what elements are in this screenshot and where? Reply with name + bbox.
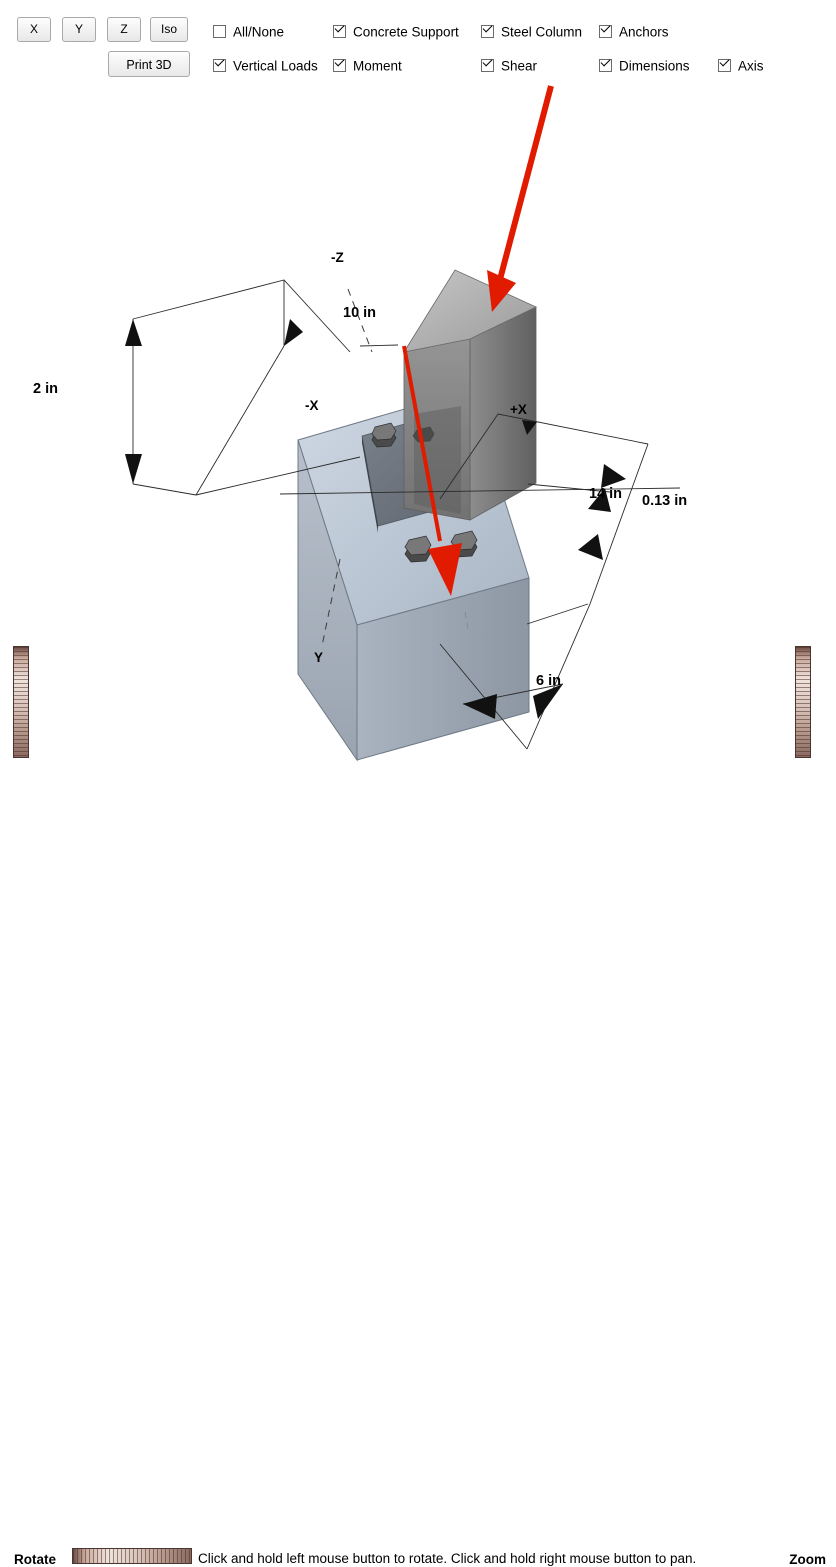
checkbox-box-steel-column[interactable] bbox=[481, 25, 494, 38]
zoom-slider-right[interactable] bbox=[795, 646, 811, 758]
checkbox-label-moment: Moment bbox=[353, 58, 402, 74]
model-viewport[interactable] bbox=[0, 84, 836, 772]
checkbox-dimensions[interactable] bbox=[599, 57, 690, 75]
checkbox-moment[interactable] bbox=[333, 57, 402, 75]
dim-label-thickness: 0.13 in bbox=[642, 493, 688, 509]
dim-label-height-left: 2 in bbox=[33, 381, 58, 397]
checkbox-label-axis: Axis bbox=[738, 58, 764, 74]
axis-label-pos-x: +X bbox=[510, 402, 527, 417]
view-x-button[interactable]: X bbox=[17, 17, 51, 42]
checkbox-vertical-loads[interactable] bbox=[213, 57, 318, 75]
checkbox-concrete-support[interactable] bbox=[333, 23, 459, 41]
mouse-hint-text: Click and hold left mouse button to rotate. Click and hold right mouse button to pan. bbox=[198, 1551, 697, 1566]
dim-label-width-top: 10 in bbox=[343, 305, 377, 321]
status-bar bbox=[0, 772, 836, 1567]
anchor-bolt-1 bbox=[372, 423, 396, 447]
axis-label-y: Y bbox=[314, 650, 324, 665]
steel-column-model[interactable] bbox=[404, 270, 536, 520]
checkbox-box-concrete-support[interactable] bbox=[333, 25, 346, 38]
anchor-bolt-2 bbox=[405, 536, 431, 562]
checkbox-steel-column[interactable] bbox=[481, 23, 582, 41]
view-y-button[interactable]: Y bbox=[62, 17, 96, 42]
view-z-button[interactable]: Z bbox=[107, 17, 141, 42]
rotate-slider[interactable] bbox=[72, 1548, 192, 1564]
checkbox-box-dimensions[interactable] bbox=[599, 59, 612, 72]
checkbox-label-concrete-support: Concrete Support bbox=[353, 24, 459, 40]
checkbox-box-anchors[interactable] bbox=[599, 25, 612, 38]
checkbox-label-steel-column: Steel Column bbox=[501, 24, 583, 40]
checkbox-anchors[interactable] bbox=[599, 23, 669, 41]
checkbox-axis[interactable] bbox=[718, 57, 764, 75]
checkbox-all-none[interactable] bbox=[213, 23, 284, 41]
zoom-slider-left[interactable] bbox=[13, 646, 29, 758]
checkbox-box-shear[interactable] bbox=[481, 59, 494, 72]
checkbox-box-axis[interactable] bbox=[718, 59, 731, 72]
checkbox-box-moment[interactable] bbox=[333, 59, 346, 72]
checkbox-shear[interactable] bbox=[481, 57, 537, 75]
checkbox-box-vertical-loads[interactable] bbox=[213, 59, 226, 72]
checkbox-label-dimensions: Dimensions bbox=[619, 58, 690, 74]
view-iso-button[interactable]: Iso bbox=[150, 17, 188, 42]
dim-label-edge-distance: 14 in bbox=[589, 486, 623, 502]
checkbox-label-all-none: All/None bbox=[233, 24, 285, 40]
checkbox-box-all-none[interactable] bbox=[213, 25, 226, 38]
checkbox-label-shear: Shear bbox=[501, 58, 538, 74]
dim-label-base-depth: 6 in bbox=[536, 673, 561, 689]
axis-label-neg-x: -X bbox=[305, 398, 319, 413]
toolbar bbox=[0, 0, 836, 84]
rotate-label: Rotate bbox=[14, 1552, 57, 1567]
checkbox-label-vertical-loads: Vertical Loads bbox=[233, 58, 318, 74]
zoom-label: Zoom bbox=[789, 1552, 826, 1567]
print-3d-button[interactable]: Print 3D bbox=[108, 51, 190, 77]
checkbox-label-anchors: Anchors bbox=[619, 24, 669, 40]
axis-label-neg-z: -Z bbox=[331, 250, 344, 265]
